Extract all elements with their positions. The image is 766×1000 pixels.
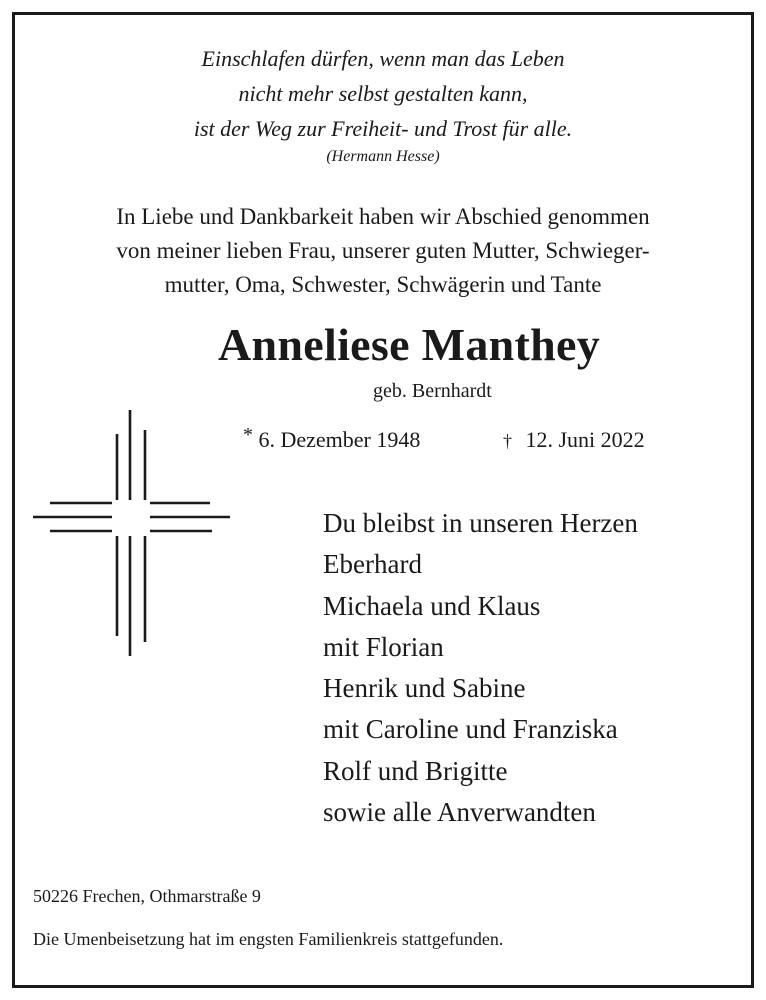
footer-note: Die Umenbeisetzung hat im engsten Familienkreis stattgefunden.	[33, 929, 504, 949]
mourner-line: mit Florian	[323, 631, 444, 662]
death-date-group	[503, 427, 645, 453]
intro-line: In Liebe und Dankbarkeit haben wir Abschied genommen	[116, 204, 650, 229]
mourner-line: Du bleibst in unseren Herzen	[323, 508, 638, 538]
quote-line: ist der Weg zur Freiheit- und Trost für alle.	[193, 116, 573, 141]
mourner-line: Rolf und Brigitte	[323, 755, 508, 786]
quote	[0, 41, 766, 146]
quote-line: Einschlafen dürfen, wenn man das Leben	[201, 46, 565, 71]
intro-line: von meiner lieben Frau, unserer guten Mutter, Schwieger-	[116, 238, 650, 263]
birth-name: geb. Bernhardt	[373, 380, 492, 402]
death-symbol: †	[503, 431, 512, 451]
birth-date: 6. Dezember 1948	[258, 427, 421, 452]
intro-text	[0, 200, 766, 302]
mourner-line: mit Caroline und Franziska	[323, 714, 618, 745]
birth-symbol: *	[243, 424, 253, 446]
quote-line: nicht mehr selbst gestalten kann,	[238, 81, 528, 106]
mourner-line: sowie alle Anverwandten	[323, 797, 596, 828]
death-date: 12. Juni 2022	[525, 427, 645, 452]
intro-line: mutter, Oma, Schwester, Schwägerin und Tante	[164, 272, 602, 297]
address: 50226 Frechen, Othmarstraße 9	[33, 886, 261, 906]
mourner-line: Henrik und Sabine	[323, 673, 526, 704]
mourner-line: Michaela und Klaus	[323, 590, 541, 621]
deceased-name: Anneliese Manthey	[218, 319, 601, 370]
mourners-list	[323, 503, 638, 833]
mourner-line: Eberhard	[323, 549, 422, 580]
cross-icon	[30, 406, 235, 662]
birth-date-group	[243, 424, 421, 453]
quote-author: (Hermann Hesse)	[326, 148, 440, 165]
